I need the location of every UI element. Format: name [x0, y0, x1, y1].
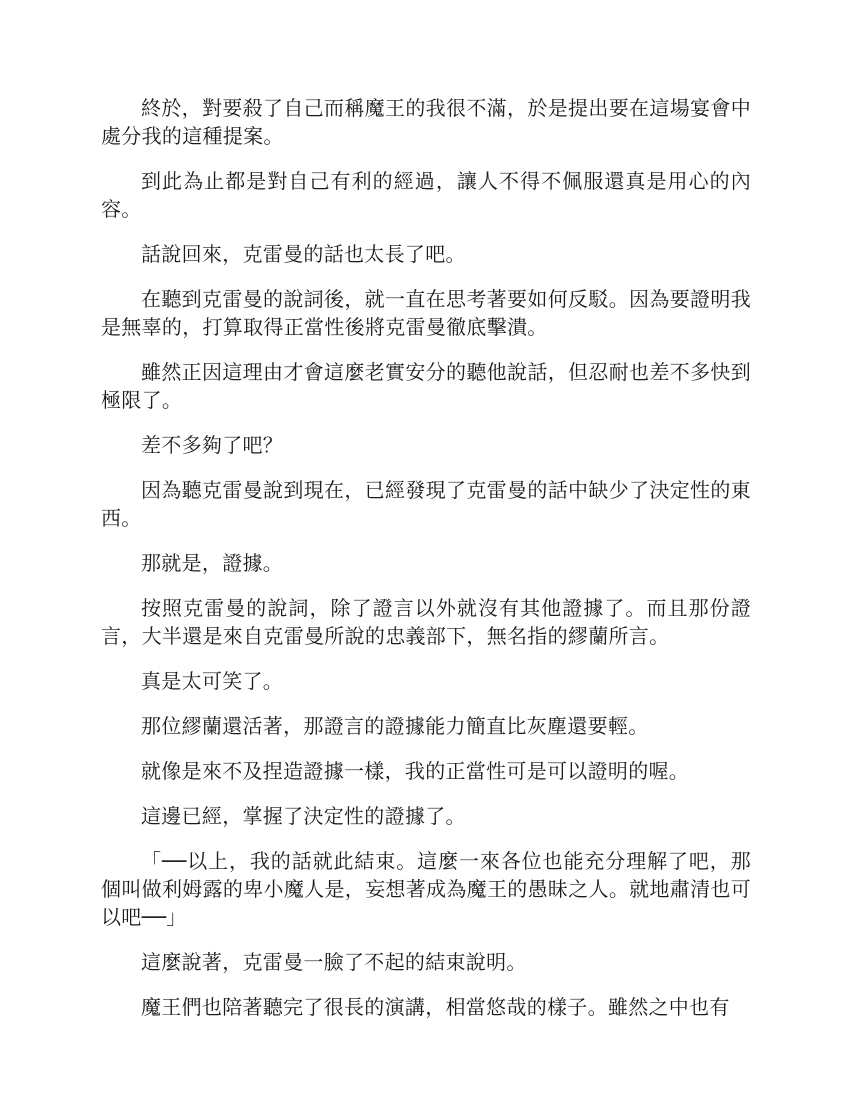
paragraph: 真是太可笑了。 [141, 669, 284, 693]
paragraph: 那就是，證據。 [141, 551, 284, 575]
paragraph: 話說回來，克雷曼的話也太長了吧。 [141, 242, 466, 266]
paragraph: 那位繆蘭還活著，那證言的證據能力簡直比灰塵還要輕。 [141, 714, 649, 738]
paragraph: 到此為止都是對自己有利的經過，讓人不得不佩服還真是用心的內容。 [101, 169, 751, 221]
paragraph: 終於，對要殺了自己而稱魔王的我很不滿，於是提出要在這場宴會中處分我的這種提案。 [101, 96, 751, 148]
paragraph: 在聽到克雷曼的說詞後，就一直在思考著要如何反駁。因為要證明我是無辜的，打算取得正當性後將克雷曼徹底擊潰。 [101, 287, 751, 339]
paragraph: 因為聽克雷曼說到現在，已經發現了克雷曼的話中缺少了決定性的東西。 [101, 478, 751, 530]
paragraph: 就像是來不及捏造證據一樣，我的正當性可是可以證明的喔。 [141, 759, 690, 783]
paragraph: 這麼說著，克雷曼一臉了不起的結束說明。 [141, 950, 527, 974]
paragraph: 這邊已經，掌握了決定性的證據了。 [141, 804, 466, 828]
paragraph: 雖然正因這理由才會這麼老實安分的聽他說話，但忍耐也差不多快到極限了。 [101, 360, 751, 412]
document-body [101, 94, 751, 1038]
paragraph: 魔王們也陪著聽完了很長的演講，相當悠哉的樣子。雖然之中也有 [141, 995, 730, 1019]
paragraph: 按照克雷曼的說詞，除了證言以外就沒有其他證據了。而且那份證言，大半還是來自克雷曼所說的忠義部下，無名指的繆蘭所言。 [101, 596, 751, 648]
paragraph: 「──以上，我的話就此結束。這麼一來各位也能充分理解了吧，那個叫做利姆露的卑小魔人是，妄想著成為魔王的愚昧之人。就地肅清也可以吧──」 [101, 849, 751, 929]
paragraph: 差不多夠了吧？ [141, 433, 284, 457]
